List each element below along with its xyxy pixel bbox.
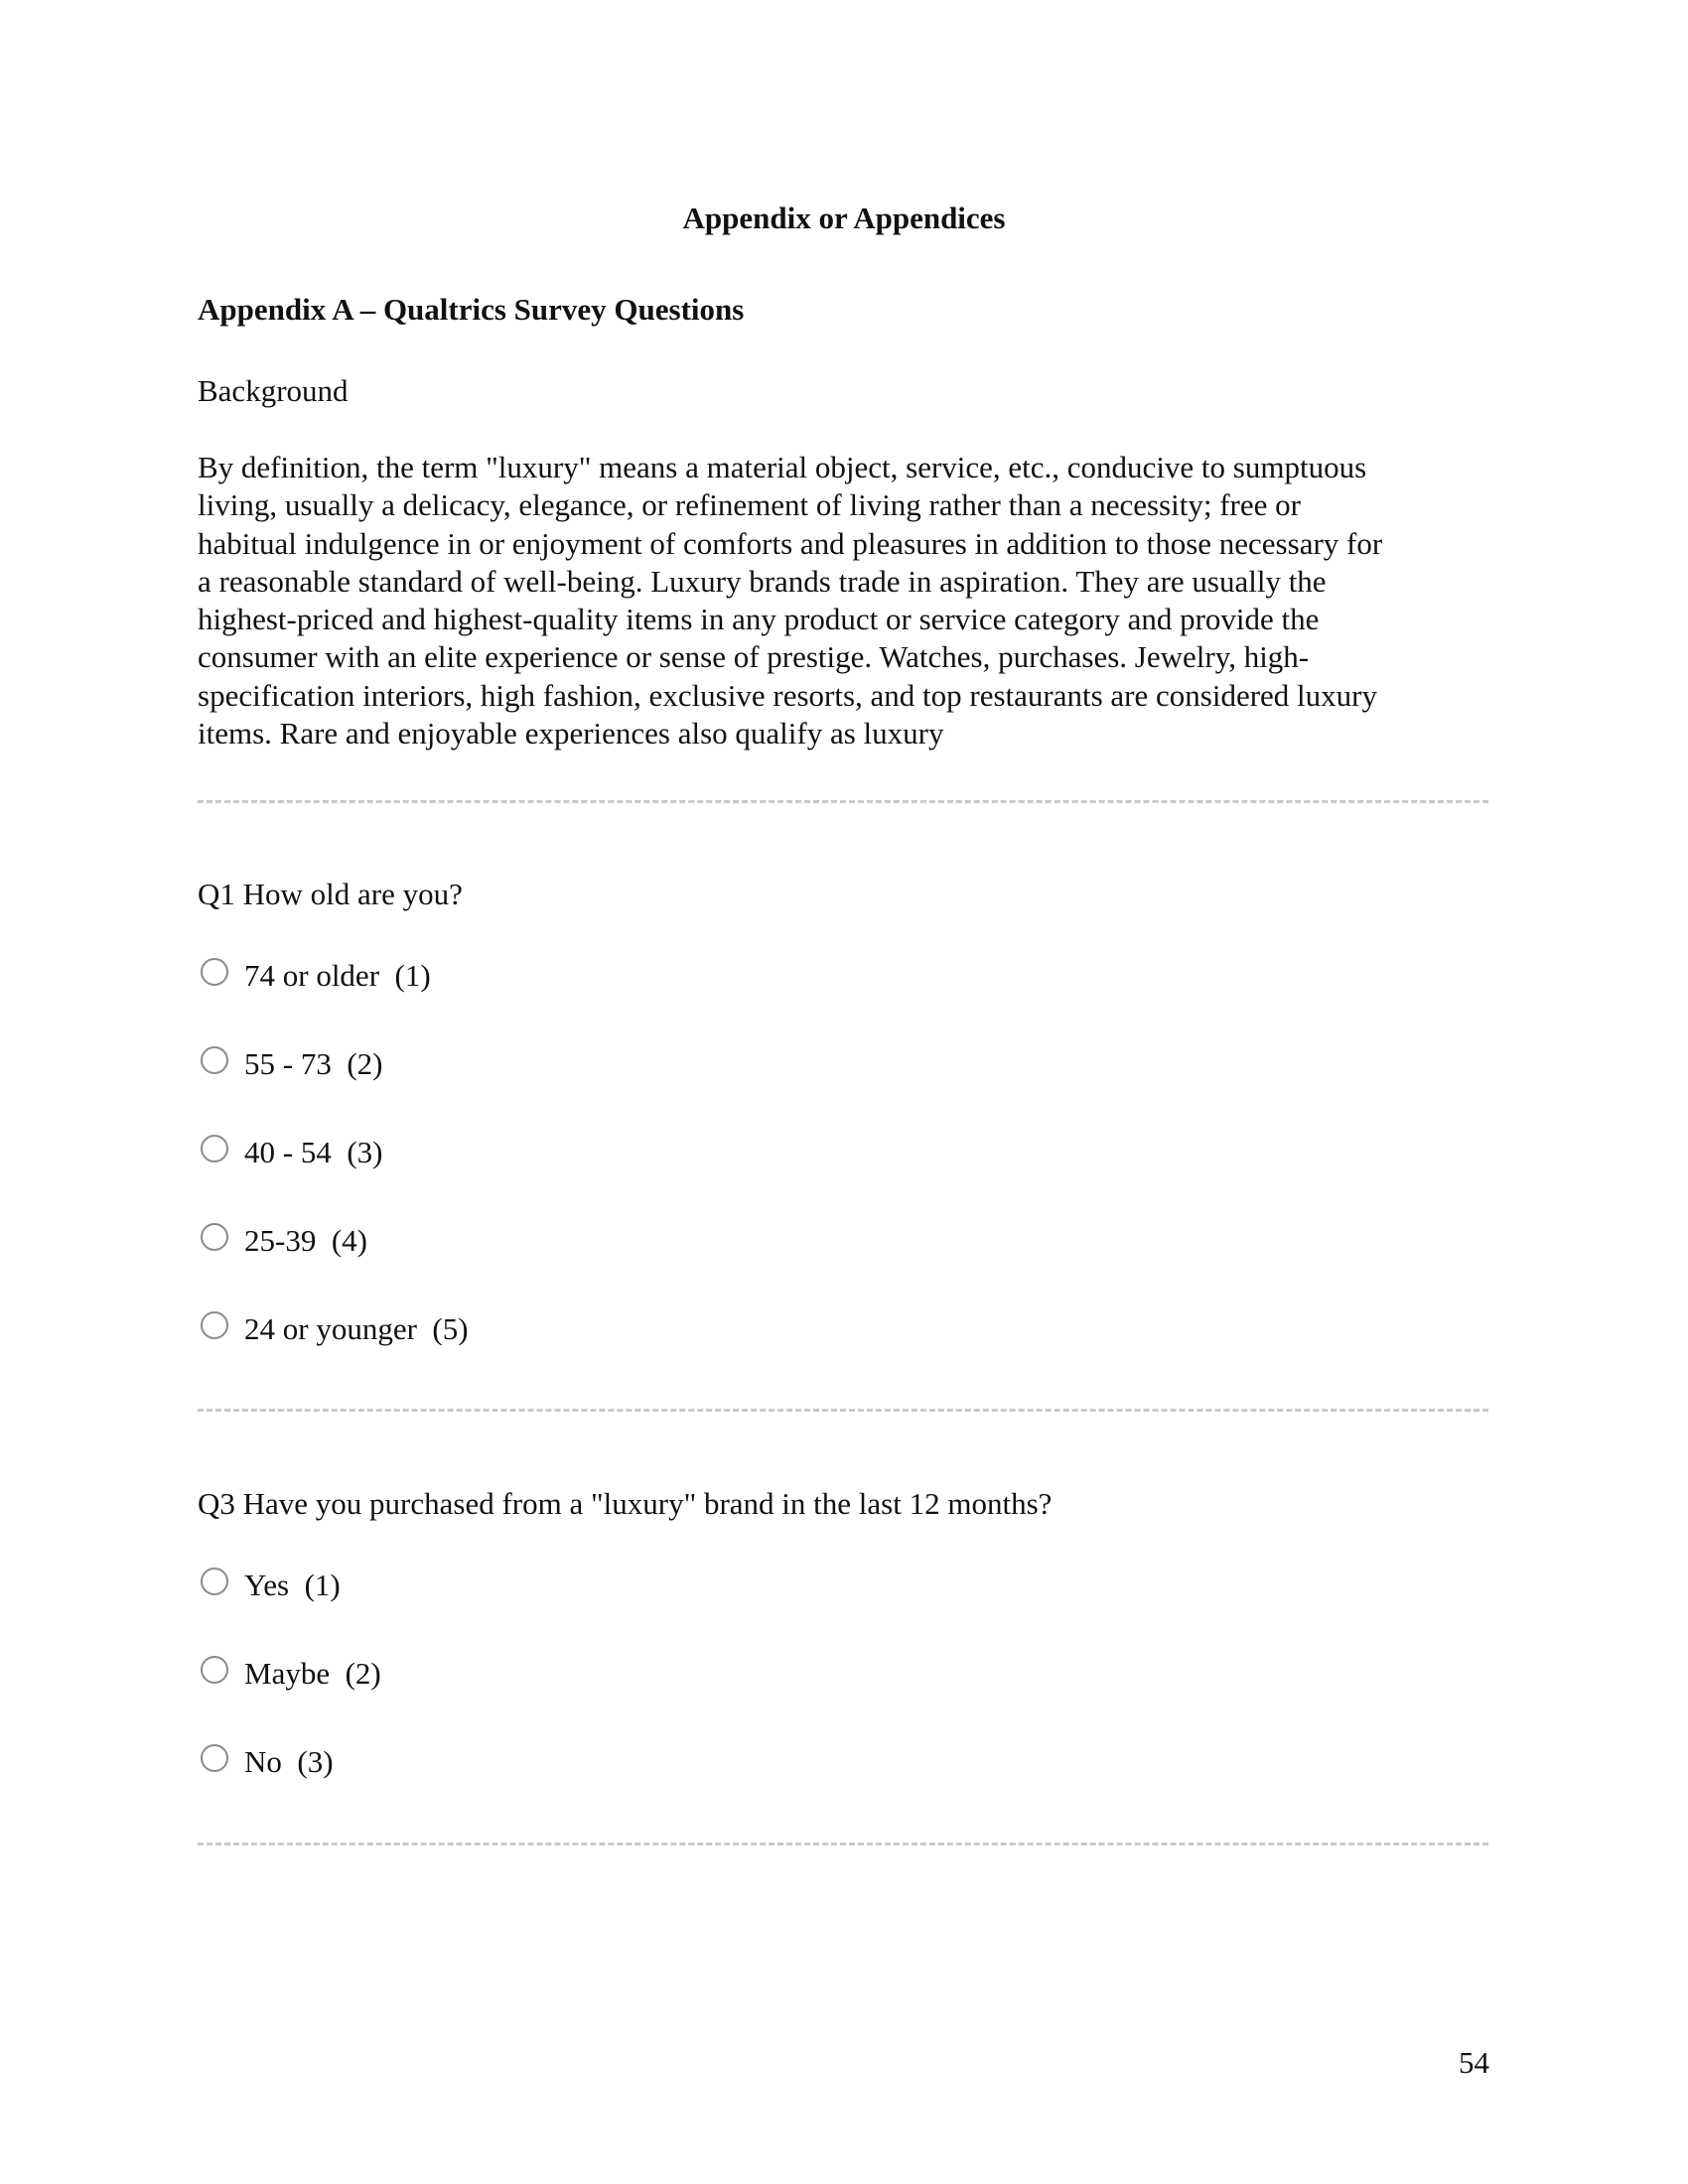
option-label: 24 or younger (5) xyxy=(244,1311,469,1346)
definition-line: a reasonable standard of well-being. Luxury brands trade in aspiration. They are usually the xyxy=(198,563,1327,599)
q3-option-no[interactable] xyxy=(201,1742,334,1782)
option-label: Maybe (2) xyxy=(244,1656,381,1691)
q1-option-24-or-younger[interactable] xyxy=(201,1309,469,1349)
q1-option-25-39[interactable] xyxy=(201,1221,367,1261)
luxury-definition-paragraph xyxy=(198,449,1478,752)
q3-option-yes[interactable] xyxy=(201,1566,341,1605)
definition-line: specification interiors, high fashion, exclusive resorts, and top restaurants are considered luxury xyxy=(198,677,1377,713)
radio-button-icon[interactable] xyxy=(201,1568,228,1595)
definition-line: consumer with an elite experience or sense of prestige. Watches, purchases. Jewelry, high- xyxy=(198,639,1310,675)
background-label: Background xyxy=(198,373,349,408)
option-label: Yes (1) xyxy=(244,1568,341,1602)
definition-line: By definition, the term "luxury" means a material object, service, etc., conducive to sumptuous xyxy=(198,450,1367,484)
q1-option-40-54[interactable] xyxy=(201,1133,382,1172)
q3-option-maybe[interactable] xyxy=(201,1654,381,1694)
radio-button-icon[interactable] xyxy=(201,1135,228,1162)
option-label: 40 - 54 (3) xyxy=(244,1135,383,1169)
option-label: 74 or older (1) xyxy=(244,958,431,993)
section-divider xyxy=(198,800,1488,803)
definition-line: highest-priced and highest-quality items in any product or service category and provide the xyxy=(198,602,1320,637)
definition-line: habitual indulgence in or enjoyment of comforts and pleasures in addition to those necessary for xyxy=(198,525,1383,561)
page-number: 54 xyxy=(1459,2045,1489,2080)
definition-line: living, usually a delicacy, elegance, or refinement of living rather than a necessity; free or xyxy=(198,487,1301,523)
radio-button-icon[interactable] xyxy=(201,1656,228,1684)
q1-option-74-or-older[interactable] xyxy=(201,956,431,996)
radio-button-icon[interactable] xyxy=(201,1223,228,1251)
question-q1-text: Q1 How old are you? xyxy=(198,877,463,911)
radio-button-icon[interactable] xyxy=(201,1744,228,1772)
section-divider xyxy=(198,1843,1488,1845)
radio-button-icon[interactable] xyxy=(201,1311,228,1339)
definition-line: items. Rare and enjoyable experiences also qualify as luxury xyxy=(198,716,944,751)
radio-button-icon[interactable] xyxy=(201,1046,228,1074)
section-divider xyxy=(198,1409,1488,1412)
option-label: No (3) xyxy=(244,1744,334,1779)
question-q3-text: Q3 Have you purchased from a "luxury" brand in the last 12 months? xyxy=(198,1486,1053,1521)
option-label: 55 - 73 (2) xyxy=(244,1046,383,1081)
page-title: Appendix or Appendices xyxy=(682,201,1006,235)
q1-option-55-73[interactable] xyxy=(201,1044,382,1084)
option-label: 25-39 (4) xyxy=(244,1223,367,1258)
radio-button-icon[interactable] xyxy=(201,958,228,986)
appendix-a-heading: Appendix A – Qualtrics Survey Questions xyxy=(198,292,745,327)
